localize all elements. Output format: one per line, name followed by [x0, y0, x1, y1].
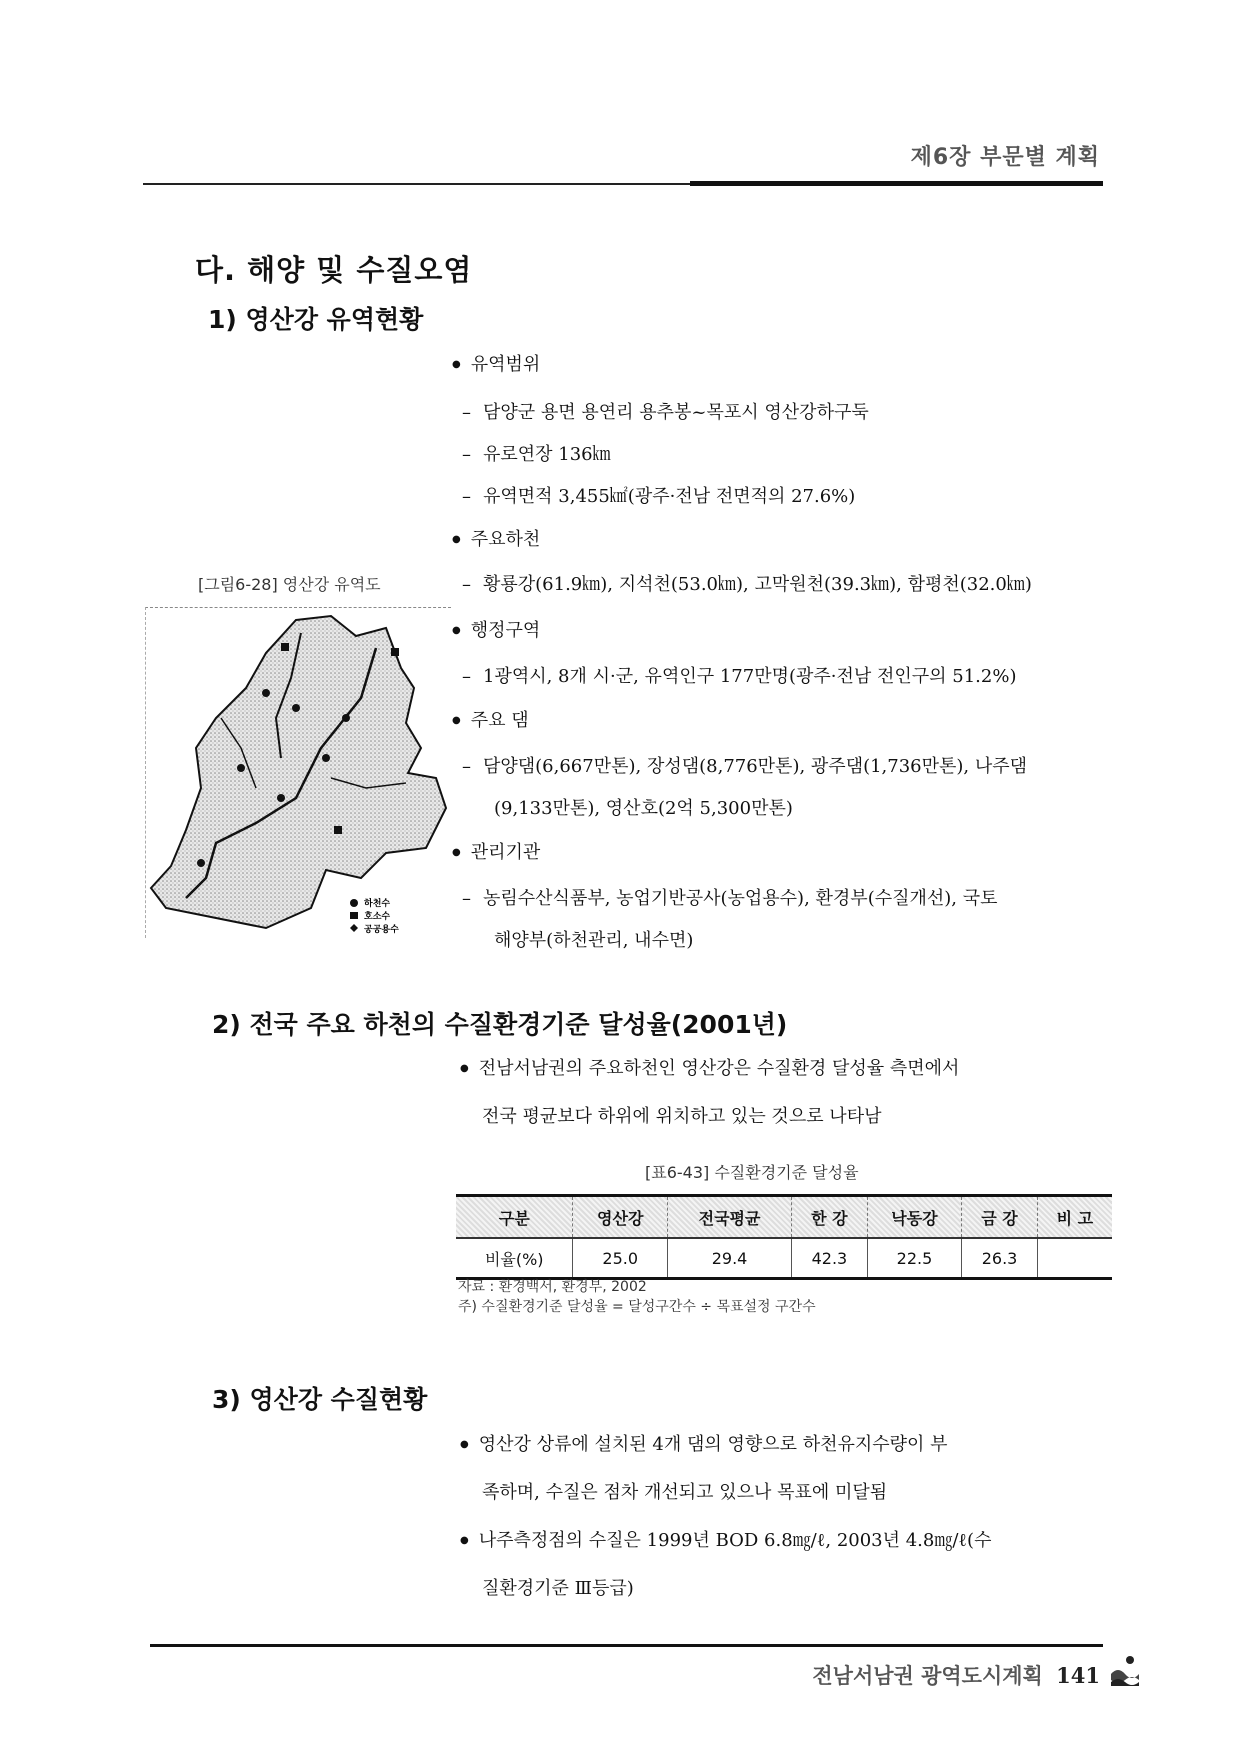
- item-agencies-list-cont: 해양부(하천관리, 내수면): [494, 930, 694, 951]
- item-basin-area: – 유역면적 3,455㎢(광주·전남 전면적의 27.6%): [462, 482, 855, 508]
- public-water-icon: [350, 924, 358, 932]
- table-note: 주) 수질환경기준 달성율 = 달성구간수 ÷ 목표설정 구간수: [458, 1299, 816, 1315]
- svg-text:호소수: 호소수: [364, 912, 391, 922]
- cell-geum: 26.3: [962, 1238, 1038, 1279]
- table-row: [456, 1238, 1112, 1279]
- item-dams-list: – 담양댐(6,667만톤), 장성댐(8,776만톤), 광주댐(1,736만톤), 나주댐: [462, 752, 1027, 778]
- col-national-avg: 전국평균: [668, 1196, 792, 1239]
- basin-map: [145, 607, 451, 938]
- item-dams-list-cont: (9,133만톤), 영산호(2억 5,300만톤): [494, 798, 793, 819]
- item-admin-detail: – 1광역시, 8개 시·군, 유역인구 177만명(광주·전남 전인구의 51.2%): [462, 662, 1016, 688]
- section-title: 다. 해양 및 수질오염: [195, 253, 473, 287]
- sub3-bullet-1-cont: 족하며, 수질은 점차 개선되고 있으나 목표에 미달됨: [482, 1482, 888, 1503]
- subsection-3-title: 3) 영산강 수질현황: [212, 1385, 428, 1414]
- lake-water-icon: [350, 912, 358, 919]
- logo-icon: [1108, 1654, 1142, 1692]
- item-agencies-list: – 농림수산식품부, 농업기반공사(농업용수), 환경부(수질개선), 국토: [462, 884, 998, 910]
- col-han: 한 강: [792, 1196, 868, 1239]
- page-number: 141: [1056, 1663, 1100, 1688]
- subsection-1-title: 1) 영산강 유역현황: [208, 305, 424, 334]
- sub3-bullet-2: ● 나주측정점의 수질은 1999년 BOD 6.8㎎/ℓ, 2003년 4.8㎎/ℓ(수: [460, 1526, 991, 1552]
- table-caption: [표6-43] 수질환경기준 달성율: [645, 1163, 859, 1182]
- item-basin-scope: ● 유역범위: [452, 350, 540, 376]
- sub3-bullet-1: ● 영산강 상류에 설치된 4개 댐의 영향으로 하천유지수량이 부: [460, 1430, 948, 1456]
- cell-yeongsan: 25.0: [573, 1238, 668, 1279]
- col-yeongsan: 영산강: [573, 1196, 668, 1239]
- cell-nakdong: 22.5: [867, 1238, 962, 1279]
- cell-national-avg: 29.4: [668, 1238, 792, 1279]
- cell-label: 비율(%): [456, 1238, 573, 1279]
- svg-text:하천수: 하천수: [364, 899, 391, 909]
- sub3-bullet-2-cont: 질환경기준 Ⅲ등급): [482, 1578, 634, 1599]
- cell-han: 42.3: [792, 1238, 868, 1279]
- achievement-rate-table: [456, 1194, 1112, 1280]
- table-header-row: [456, 1196, 1112, 1239]
- item-admin-area: ● 행정구역: [452, 616, 540, 642]
- cell-remarks: [1037, 1238, 1112, 1279]
- col-remarks: 비 고: [1037, 1196, 1112, 1239]
- header-rule-thick: [690, 181, 1103, 186]
- col-geum: 금 강: [962, 1196, 1038, 1239]
- sub2-bullet-cont: 전국 평균보다 하위에 위치하고 있는 것으로 나타남: [482, 1106, 882, 1127]
- item-river-length: – 유로연장 136㎞: [462, 440, 611, 466]
- chapter-header: 제6장 부문별 계획: [910, 145, 1100, 170]
- item-rivers-list: – 황룡강(61.9㎞), 지석천(53.0㎞), 고막원천(39.3㎞), 함평천(32.0㎞): [462, 570, 1032, 596]
- table-source: 자료 : 환경백서, 환경부, 2002: [458, 1279, 647, 1295]
- item-basin-range: – 담양군 용면 용연리 용추봉~목포시 영산강하구둑: [462, 398, 869, 424]
- footer-rule: [150, 1644, 1103, 1647]
- sub2-bullet: ● 전남서남권의 주요하천인 영산강은 수질환경 달성율 측면에서: [460, 1054, 959, 1080]
- subsection-2-title: 2) 전국 주요 하천의 수질환경기준 달성율(2001년): [212, 1010, 788, 1039]
- river-water-icon: [350, 899, 358, 907]
- svg-text:공공용수: 공공용수: [364, 925, 399, 935]
- item-main-rivers: ● 주요하천: [452, 525, 540, 551]
- col-category: 구분: [456, 1196, 573, 1239]
- footer: [760, 1660, 1100, 1690]
- basin-map-illustration: [146, 608, 451, 938]
- footer-title: 전남서남권 광역도시계획: [812, 1664, 1043, 1688]
- map-legend: [350, 897, 399, 935]
- item-agencies: ● 관리기관: [452, 838, 540, 864]
- item-main-dams: ● 주요 댐: [452, 706, 529, 732]
- col-nakdong: 낙동강: [867, 1196, 962, 1239]
- figure-caption: [그림6-28] 영산강 유역도: [198, 575, 381, 594]
